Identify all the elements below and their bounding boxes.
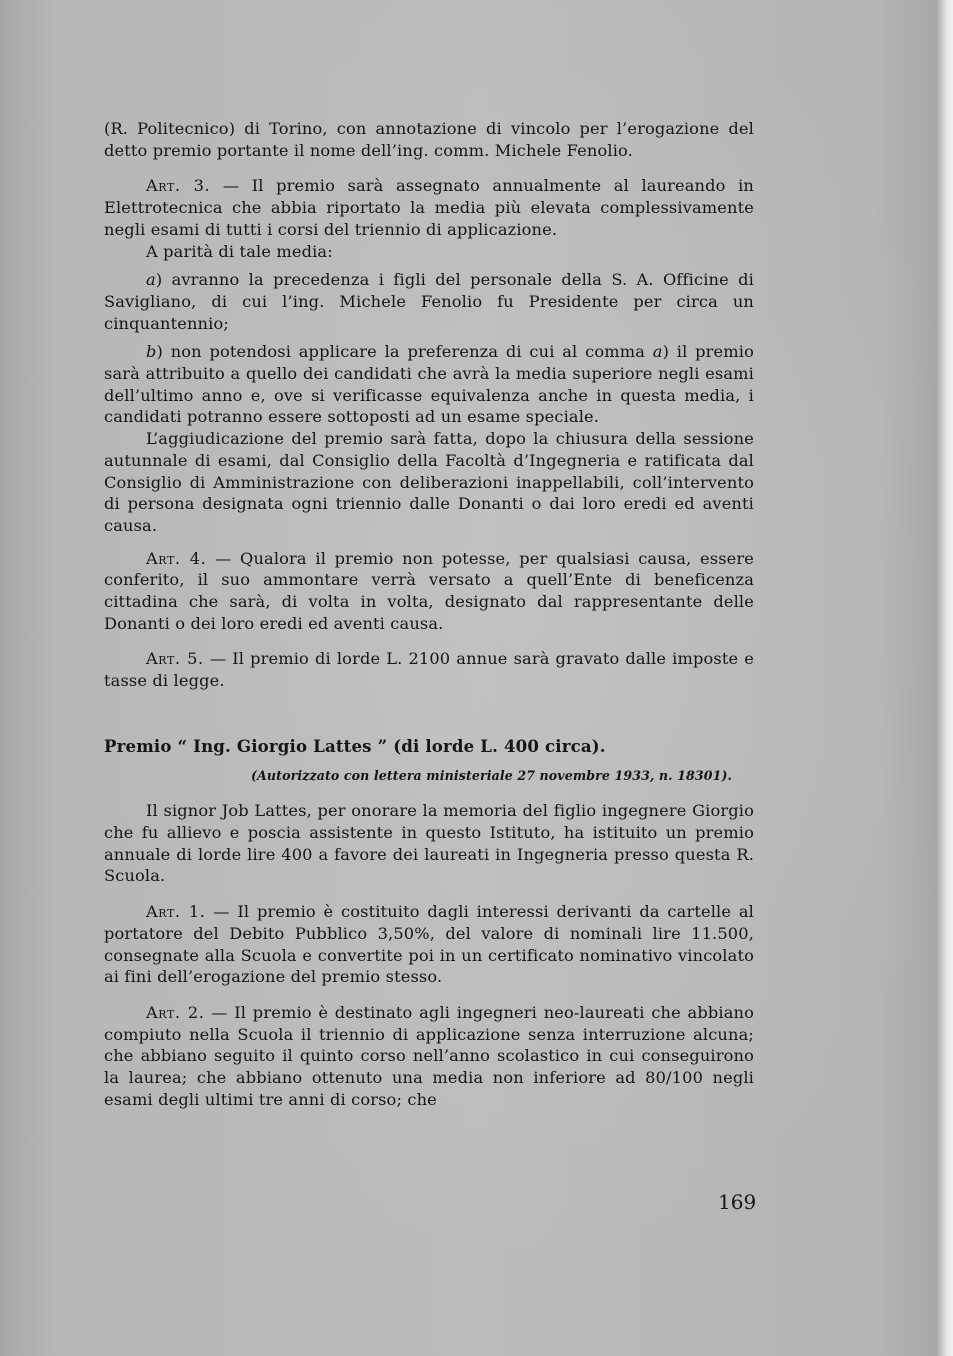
clause-letter: b xyxy=(146,342,157,362)
article-label: Art. 4. xyxy=(146,548,207,568)
article-text: — Il premio è destinato agli ingegneri neo-laureati che abbiano compiuto nella Scuola il triennio di applicazione senza interruzione alcuna; che abbiano seguito il quinto corso nell’anno scolastico in cui conseguirono la laurea; che abbiano ottenuto una media non inferiore ad 80/100 negli esami degli ultimi tre anni di corso; che xyxy=(104,1002,754,1109)
clause-b xyxy=(104,341,754,428)
article-label: Art. 1. xyxy=(146,902,206,922)
article-label: Art. 5. xyxy=(146,649,204,669)
clause-a xyxy=(104,269,754,334)
paragraph-text: (R. Politecnico) di Torino, con annotazione di vincolo per l’erogazione del detto premio portante il nome dell’ing. comm. Michele Fenolio. xyxy=(104,119,754,160)
paragraph-text: A parità di tale media: xyxy=(146,241,333,261)
section-title: Premio “ Ing. Giorgio Lattes ” (di lorde L. 400 circa). xyxy=(104,735,606,756)
authorization-note: (Autorizzato con lettera ministeriale 27 novembre 1933, n. 18301). xyxy=(250,767,732,783)
paragraph-continuation xyxy=(104,118,754,161)
paragraph-text: L’aggiudicazione del premio sarà fatta, dopo la chiusura della sessione autunnale di esami, dal Consiglio della Facoltà d’Ingegneria e ratificata dal Consiglio di Amministrazione con deliberazioni inappellabili, coll’intervento di persona designata ogni triennio dalle Donanti o dai loro eredi ed aventi causa. xyxy=(104,429,754,535)
article-4 xyxy=(104,548,754,635)
clause-reference: a xyxy=(652,342,663,362)
article-5 xyxy=(104,648,754,691)
article-2 xyxy=(104,1002,754,1111)
clause-text-continued: ) il premio sarà attribuito a quello dei candidati che avrà la media superiore negli esami dell’ultimo anno e, ove si verificasse equivalenza anche in questa media, i candidati potranno essere sottoposti ad un esame speciale. xyxy=(104,342,754,427)
body-text xyxy=(104,118,754,1110)
paragraph-intro-lattes xyxy=(104,800,754,887)
clause-text: ) avranno la precedenza i figli del personale della S. A. Officine di Savigliano, di cui l’ing. Michele Fenolio fu Presidente per circa un cinquantennio; xyxy=(104,270,754,333)
article-text: — Il premio di lorde L. 2100 annue sarà gravato dalle imposte e tasse di legge. xyxy=(104,649,754,691)
article-label: Art. 3. xyxy=(146,176,211,196)
article-1 xyxy=(104,901,754,988)
article-3 xyxy=(104,175,754,240)
clause-text: ) non potendosi applicare la preferenza di cui al comma xyxy=(156,342,653,362)
article-text: — Qualora il premio non potesse, per qualsiasi causa, essere conferito, il suo ammontare verrà versato a quell’Ente di beneficenza cittadina che sarà, di volta in volta, designato dal rappresentante delle Donanti o dei loro eredi ed aventi causa. xyxy=(104,548,754,633)
paragraph-text: Il signor Job Lattes, per onorare la memoria del figlio ingegnere Giorgio che fu allievo e poscia assistente in questo Istituto, ha istituito un premio annuale di lorde lire 400 a favore dei laureati in Ingegneria presso questa R. Scuola. xyxy=(104,801,754,886)
article-text: — Il premio è costituito dagli interessi derivanti da cartelle al portatore del Debito Pubblico 3,50%, del valore di nominali lire 11.500, consegnate alla Scuola e convertite poi in un certificato nominativo vincolato ai fini dell’erogazione del premio stesso. xyxy=(104,902,754,987)
paragraph-parity xyxy=(104,241,754,263)
clause-letter: a xyxy=(146,270,156,290)
article-label: Art. 2. xyxy=(146,1002,205,1022)
article-text: — Il premio sarà assegnato annualmente al laureando in Elettrotecnica che abbia riportato la media più elevata complessivamente negli esami di tutti i corsi del triennio di applicazione. xyxy=(104,176,754,239)
page-edge xyxy=(937,0,953,1356)
paragraph-award xyxy=(104,428,754,537)
page-number: 169 xyxy=(718,1190,757,1214)
